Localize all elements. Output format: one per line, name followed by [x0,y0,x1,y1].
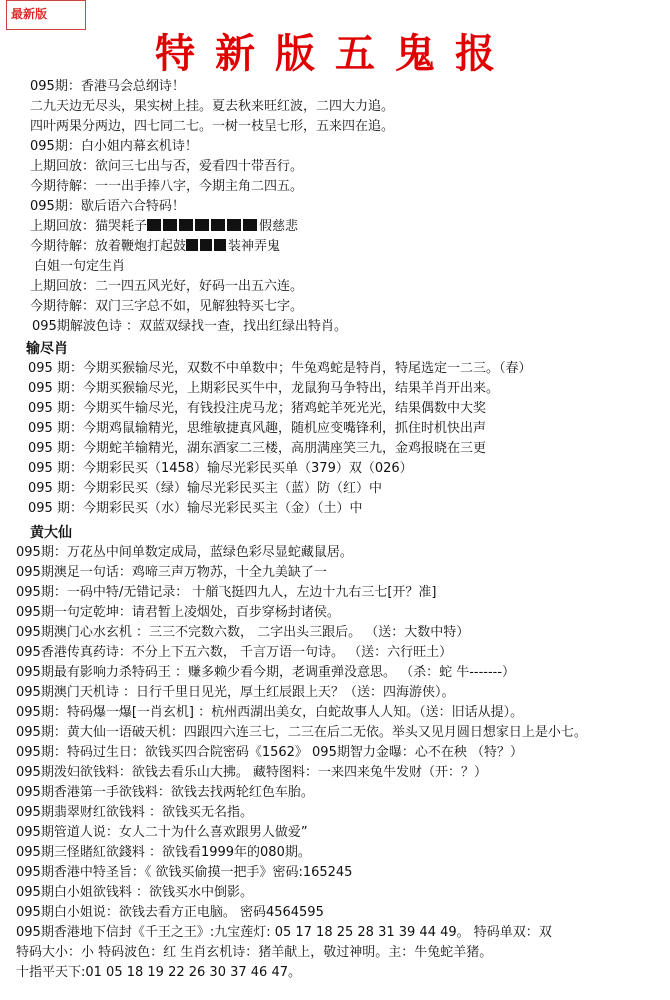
text-line [30,278,303,298]
text-line [28,380,499,400]
line-text: 095期白小姐欲钱料 ：欲钱买水中倒影。 [16,885,253,900]
text-line [28,420,486,440]
line-text: 095 期：今期蛇羊输精光，湖东酒家二三楼，高朋满座笑三九，金鸡报晓在三更 [28,441,486,456]
redaction-bar [186,239,228,251]
text-line [16,744,523,764]
text-line [32,318,347,338]
text-line [30,298,303,318]
section-heading [26,340,68,360]
text-line [16,704,523,724]
line-text: 095期：歇后语六合特码！ [30,199,185,214]
text-line [28,360,531,380]
text-line [16,884,253,904]
line-text: 今期待解：放着鞭炮打起鼓 [30,239,187,254]
line-text: 095期白小姐说：欲钱去看方正电脑。 密码4564595 [16,905,324,920]
line-text: 095 期：今期彩民买（绿）输尽光彩民买主（蓝）防（红）中 [28,481,382,496]
line-text: 输尽肖 [26,341,68,357]
line-text: 特码大小：小 特码波色：红 生肖玄机诗：猪羊献上，敬过神明。主：牛兔蛇羊猪。 [16,945,493,960]
text-line [28,500,362,520]
line-text: 今期待解：双门三字总不如，见解独特买七字。 [30,299,304,314]
line-text: 095期解波色诗 ：双蓝双绿找一查，找出红绿出特肖。 [32,319,347,334]
line-text: 095期最有影响力杀特码王 ：赚多赖少看今期，老调重弹没意思。 （杀：蛇 牛-------） [16,665,516,680]
text-line [28,480,382,500]
text-line [16,864,352,884]
line-text: 095期：万花丛中间单数定成局，蓝绿色彩尽显蛇藏鼠居。 [16,545,353,560]
text-line [16,724,587,744]
text-line [16,804,253,824]
line-text: 095期三怪賭紅欲錢料 ：欲钱看1999年的080期。 [16,845,311,860]
line-text: 095期：香港马会总纲诗！ [30,79,185,94]
line-text: 095期：一码中特/无错记录： 十艏飞挺四九人，左边十九右三七[开？准] [16,585,437,600]
line-text: 095期一句定乾坤：请君暂上凌烟处，百步穿杨封诸侯。 [16,605,340,620]
page-title: 特新版五鬼报 [155,30,515,77]
text-line [16,844,311,864]
line-text: 095期香港地下信封《千王之王》:九宝莲灯: 05 17 18 25 28 31 39 44 49。 特码单双：双 [16,925,552,940]
text-line [30,238,280,258]
text-line [30,98,394,118]
text-line [30,158,303,178]
line-text: 095期香港中特圣旨：《 欲钱买偷摸一把手》密码:165245 [16,865,353,880]
section-heading [30,524,72,544]
line-text: 二九天边无尽头，果实树上挂。夏去秋来旺红波，二四大力追。 [30,99,395,114]
redaction-bar [147,219,259,231]
text-line [28,400,486,420]
line-text: 095期泼妇欲钱料：欲钱去看乐山大拂。 藏特图料：一来四来兔牛发财（开：？） [16,765,487,780]
text-line [16,644,452,664]
text-line [16,564,327,584]
edition-badge: 最新版 [6,0,86,30]
line-text: 095期：黄大仙一语破天机：四跟四六连三七，二三在后二无依。举头又见月圆日想家日上是小七。 [16,725,587,740]
line-text: 四叶两果分两边，四七同二七。一树一枝呈七形，五来四在追。 [30,119,395,134]
line-text: 095期澳门心水玄机 ：三三不完数六数， 二字出头三跟后。 （送：大数中特） [16,625,470,640]
line-text: 095香港传真药诗：不分上下五六数， 千言万语一句诗。 （送：六行旺土） [16,645,453,660]
line-text: 今期待解：一一出手捧八字，今期主角二四五。 [30,179,304,194]
line-text: 095期香港第一手欲钱料：欲钱去找两轮红色车胎。 [16,785,314,800]
line-text: 上期回放：猫哭耗子 [30,219,148,234]
text-line [30,138,198,158]
line-text: 095期：白小姐内幕玄机诗！ [30,139,198,154]
line-text: 白姐一句定生肖 [34,259,126,274]
line-text: 095 期：今期买牛输尽光，有钱投注虎马龙；猪鸡蛇羊死光光，结果偶数中大奖 [28,401,486,416]
line-text: 上期回放：欲问三七出与否，爱看四十带吾行。 [30,159,304,174]
line-text: 095期：特码过生日：欲钱买四合院密码《1562》 095期智力金曝：心不在秧 （特？） [16,745,523,760]
text-line [16,904,324,924]
text-line [16,584,436,604]
line-text: 黄大仙 [30,525,72,541]
line-text: 095 期：今期鸡鼠输精光，思维敏捷真风趣，随机应变嘴锋利，抓住时机快出声 [28,421,486,436]
text-line [16,964,301,984]
text-line [16,944,492,964]
text-line [16,624,469,644]
line-text-suffix: 装神弄鬼 [228,239,281,254]
line-text: 095期澳门天机诗 ：日行千里日见光，厚土红辰跟上天？（送：四海游侠）。 [16,685,455,700]
text-line [16,784,314,804]
text-line [16,824,308,844]
line-text: 095 期：今期彩民买（水）输尽光彩民买主（金）（土）中 [28,501,363,516]
line-text: 095 期：今期买猴输尽光，双数不中单数中；牛兔鸡蛇是特肖，特尾选定一二三。（春） [28,361,532,376]
line-text: 095期翡翠财红欲钱料 ：欲钱买无名指。 [16,805,253,820]
line-text: 095期管道人说：女人二十为什么喜欢跟男人做爱” [16,825,308,840]
text-line [16,684,454,704]
text-line [16,544,353,564]
text-line [16,924,552,944]
line-text: 095期澳足一句话：鸡啼三声万物苏，十全九美缺了一 [16,565,327,580]
line-text: 095期：特码爆一爆[一肖玄机] ：杭州西湖出美女，白蛇故事人人知。（送：旧话从提）。 [16,705,524,720]
text-line [30,118,394,138]
line-text: 095 期：今期彩民买（1458）输尽光彩民买单（379）双（026） [28,461,413,476]
text-line [30,78,185,98]
text-line [28,440,486,460]
text-line [34,258,125,278]
line-text: 上期回放：二一四五风光好，好码一出五六连。 [30,279,304,294]
text-line [16,664,515,684]
text-line [30,198,185,218]
text-line [30,178,303,198]
text-line [28,460,413,480]
text-line [16,764,487,784]
line-text: 095 期：今期买猴输尽光，上期彩民买牛中，龙鼠狗马争特出，结果羊肖开出来。 [28,381,499,396]
line-text: 十指平天下:01 05 18 19 22 26 30 37 46 47。 [16,965,301,980]
text-line [30,218,298,238]
line-text-suffix: 假慈悲 [259,219,299,234]
text-line [16,604,340,624]
